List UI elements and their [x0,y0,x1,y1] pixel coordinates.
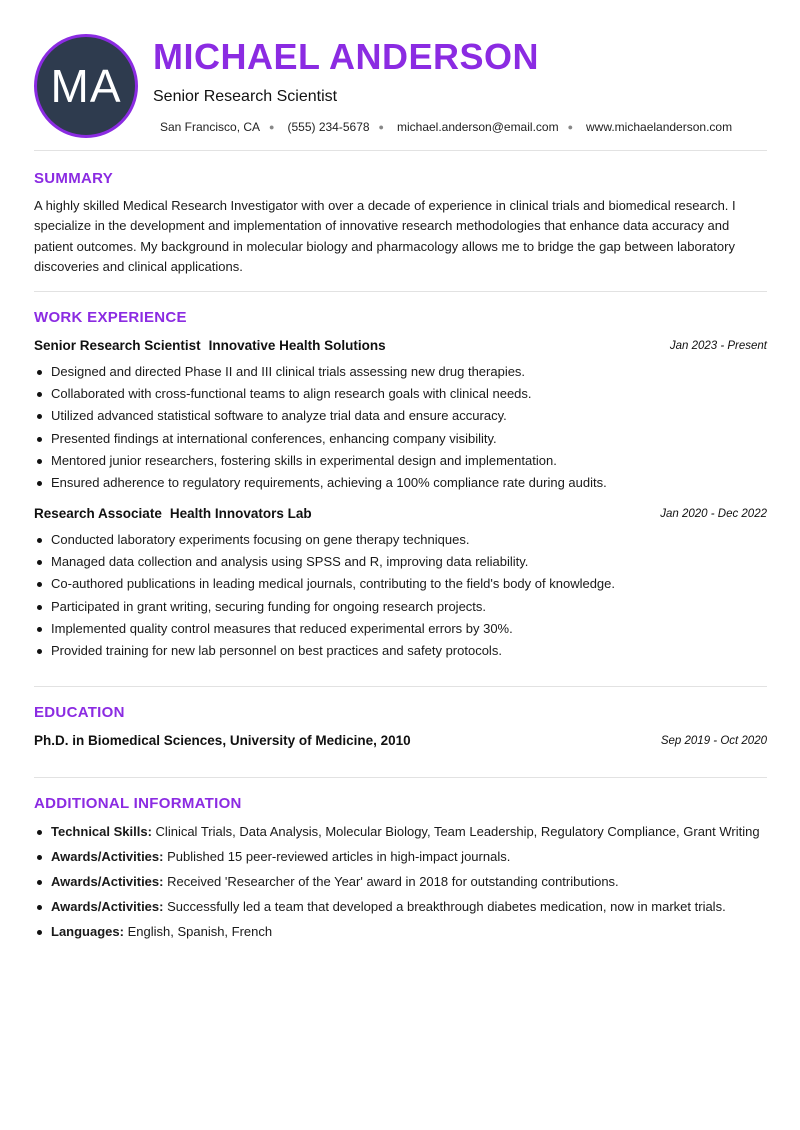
summary-text: A highly skilled Medical Research Investigator with over a decade of experience in clinical trials and biomedical research. I specialize in the development and implementation of innovative research methodologies that enhance data accuracy and patient outcomes. My background in molecular biology and pharmacology allows me to bridge the gap between laboratory discoveries and clinical applications. [34,198,736,274]
contact-email[interactable]: michael.anderson@email.com [396,120,559,134]
work-experience-heading: WORK EXPERIENCE [34,309,187,326]
job-dates: Jan 2023 - Present [669,340,767,352]
item-label: Awards/Activities: [51,849,164,864]
item-label: Awards/Activities: [51,899,164,914]
list-item [34,847,767,866]
job-bullet-list [34,361,767,494]
item-text: Received 'Researcher of the Year' award in 2018 for outstanding contributions. [167,874,619,889]
contact-location: San Francisco, CA [160,120,261,134]
list-item: Ensured adherence to regulatory requirements, achieving a 100% compliance rate during audits. [34,472,767,494]
additional-info-list [34,822,767,947]
contact-bar [160,120,732,134]
job-bullet-list [34,529,767,662]
list-item: Presented findings at international conferences, enhancing company visibility. [34,428,767,450]
list-item: Managed data collection and analysis using SPSS and R, improving data reliability. [34,551,767,573]
item-text: Clinical Trials, Data Analysis, Molecular Biology, Team Leadership, Regulatory Compliance, Grant Writing [155,824,760,839]
education-degree: Ph.D. in Biomedical Sciences, University of Medicine, 2010 [34,733,411,748]
list-item: Conducted laboratory experiments focusing on gene therapy techniques. [34,529,767,551]
divider [34,150,767,151]
item-label: Languages: [51,924,124,939]
education-dates: Sep 2019 - Oct 2020 [660,735,767,747]
job-company: Innovative Health Solutions [208,338,386,353]
divider [34,686,767,687]
list-item: Provided training for new lab personnel on best practices and safety protocols. [34,640,767,662]
job-dates: Jan 2020 - Dec 2022 [660,508,767,520]
list-item: Co-authored publications in leading medical journals, contributing to the field's body of knowledge. [34,573,767,595]
list-item: Collaborated with cross-functional teams to align research goals with clinical needs. [34,383,767,405]
item-label: Technical Skills: [51,824,152,839]
list-item [34,897,767,916]
list-item: Designed and directed Phase II and III clinical trials assessing new drug therapies. [34,361,767,383]
avatar [34,34,138,138]
additional-info-heading: ADDITIONAL INFORMATION [34,795,242,812]
job-role: Research Associate [34,506,162,521]
job-header [34,506,767,521]
separator-dot-icon: ● [567,122,574,132]
list-item [34,872,767,891]
candidate-name: MICHAEL ANDERSON [153,36,540,77]
list-item: Participated in grant writing, securing funding for ongoing research projects. [34,596,767,618]
list-item: Mentored junior researchers, fostering skills in experimental design and implementation. [34,450,767,472]
list-item [34,922,767,941]
item-text: Successfully led a team that developed a breakthrough diabetes medication, now in market trials. [167,899,726,914]
summary-heading: SUMMARY [34,170,114,187]
separator-dot-icon: ● [269,122,275,132]
item-text: Published 15 peer-reviewed articles in high-impact journals. [167,849,511,864]
job-role: Senior Research Scientist [34,338,201,353]
contact-website[interactable]: www.michaelanderson.com [586,120,733,134]
list-item: Utilized advanced statistical software to analyze trial data and ensure accuracy. [34,405,767,427]
job-company: Health Innovators Lab [169,506,312,521]
education-heading: EDUCATION [34,704,125,721]
separator-dot-icon: ● [378,122,384,132]
divider [34,777,767,778]
job-header [34,338,767,353]
avatar-initials: MA [50,60,122,112]
candidate-title: Senior Research Scientist [153,88,338,105]
item-text: English, Spanish, French [127,924,273,939]
list-item [34,822,767,841]
list-item: Implemented quality control measures that reduced experimental errors by 30%. [34,618,767,640]
item-label: Awards/Activities: [51,874,164,889]
education-entry [34,733,767,748]
divider [34,291,767,292]
contact-phone[interactable]: (555) 234-5678 [287,120,370,134]
